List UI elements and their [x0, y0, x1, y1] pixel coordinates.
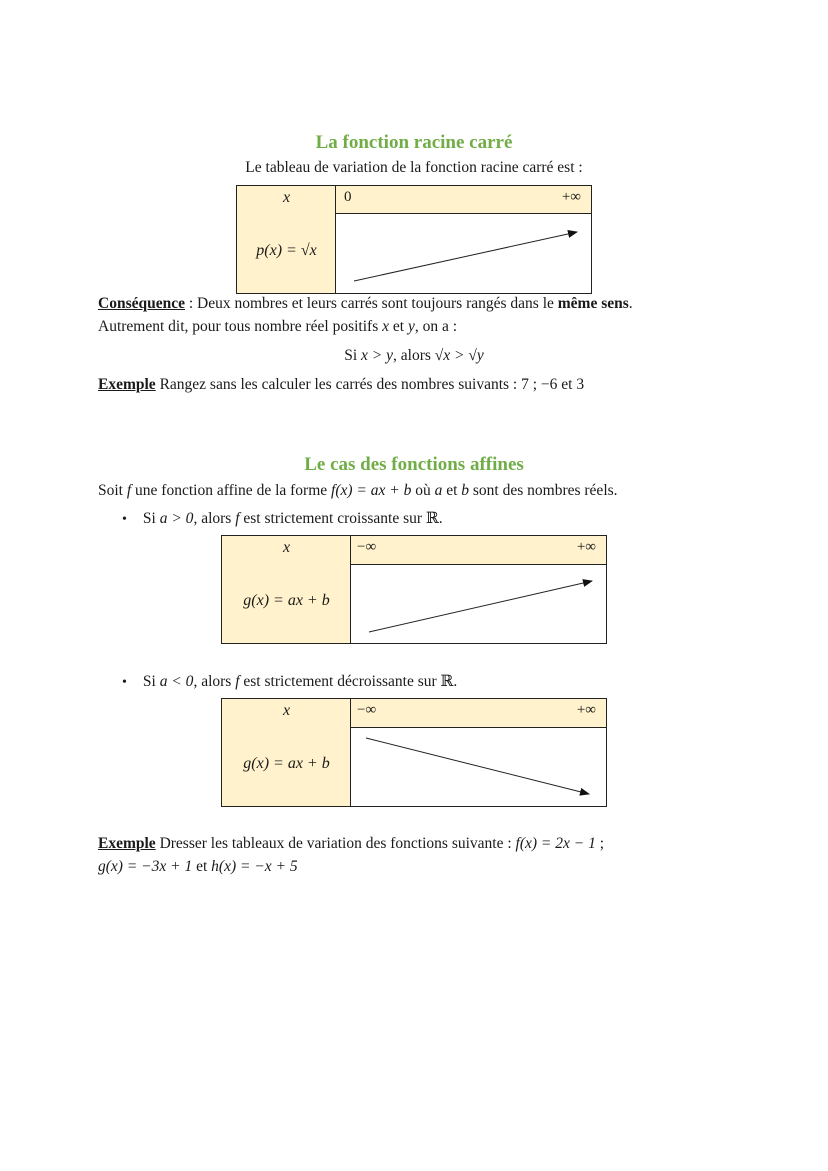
intro-text: et: [442, 482, 462, 499]
increasing-arrow-icon: [222, 536, 608, 645]
example-et: et: [192, 858, 212, 875]
example-paragraph-2-line2: [98, 857, 298, 877]
consequence-end: .: [628, 295, 633, 312]
example-function-h: h(x) = −x + 5: [211, 858, 298, 875]
rule-result: √x > √y: [434, 347, 484, 364]
function-label: g(x) = ax + b: [243, 755, 330, 772]
increasing-arrow-icon: [237, 186, 593, 295]
x-end-value: +∞: [576, 539, 596, 555]
example-text: Dresser les tableaux de variation des fonctions suivante :: [155, 835, 516, 852]
example-function-g: g(x) = −3x + 1: [98, 858, 193, 875]
consequence-label: Conséquence: [98, 295, 185, 312]
var-f: f: [126, 482, 132, 499]
variation-table-affine-increasing: [221, 535, 607, 644]
x-end-value: +∞: [576, 702, 596, 718]
example-text: Rangez sans les calculer les carrés des nombres suivants : 7 ; −6 et 3: [155, 376, 585, 393]
otherwise-end: , on a :: [414, 318, 458, 335]
consequence-text: : Deux nombres et leurs carrés sont toujours rangés dans le: [184, 295, 558, 312]
rule-si: Si: [344, 347, 362, 364]
sqrt-rule: [0, 346, 828, 366]
rule-condition: x > y: [361, 347, 394, 364]
example-paragraph-2: [98, 834, 604, 854]
example-function-f: f(x) = 2x − 1: [515, 835, 596, 852]
otherwise-text: Autrement dit, pour tous nombre réel positifs: [98, 318, 383, 335]
function-label: g(x) = ax + b: [243, 592, 330, 609]
var-y: y: [407, 318, 415, 335]
x-end-value: +∞: [561, 189, 581, 205]
consequence-paragraph: [98, 294, 633, 314]
rule-alors: , alors: [393, 347, 435, 364]
var-label: x: [282, 539, 291, 556]
case-text: est strictement décroissante sur ℝ.: [239, 673, 458, 690]
decreasing-arrow-icon: [222, 699, 608, 808]
case-text: , alors: [193, 510, 236, 527]
intro-text: Soit: [98, 482, 127, 499]
case-condition: a < 0: [159, 673, 194, 690]
case-text: est strictement croissante sur ℝ.: [239, 510, 443, 527]
intro-text: où: [411, 482, 435, 499]
var-label: x: [282, 189, 291, 206]
x-start-value: −∞: [357, 539, 377, 555]
otherwise-et: et: [389, 318, 408, 335]
bullet-icon: •: [122, 675, 127, 690]
otherwise-paragraph: [98, 317, 457, 337]
var-label: x: [282, 702, 291, 719]
affine-intro: [98, 481, 618, 501]
function-label: p(x) = √x: [256, 242, 317, 259]
var-b: b: [461, 482, 470, 499]
case-text: Si: [142, 510, 160, 527]
variation-table-sqrt: [236, 185, 592, 294]
consequence-bold: même sens: [557, 295, 629, 312]
example-label: Exemple: [98, 376, 156, 393]
section-intro-racine: Le tableau de variation de la fonction racine carré est :: [245, 159, 583, 176]
example-separator: ;: [595, 835, 605, 852]
case-condition: a > 0: [159, 510, 194, 527]
var-f: f: [235, 510, 240, 527]
example-label: Exemple: [98, 835, 156, 852]
var-x: x: [382, 318, 390, 335]
intro-text: une fonction affine de la forme: [131, 482, 332, 499]
section-title-racine: La fonction racine carré: [315, 132, 513, 153]
case-decreasing: [122, 672, 457, 693]
x-start-value: −∞: [357, 702, 377, 718]
x-start-value: 0: [344, 189, 352, 205]
var-a: a: [434, 482, 443, 499]
case-text: , alors: [193, 673, 236, 690]
case-text: Si: [142, 673, 160, 690]
affine-formula: f(x) = ax + b: [331, 482, 412, 499]
case-increasing: [122, 509, 443, 530]
intro-text: sont des nombres réels.: [469, 482, 618, 499]
example-paragraph-1: [98, 375, 584, 395]
var-f: f: [235, 673, 240, 690]
section-title-affines: Le cas des fonctions affines: [304, 454, 524, 475]
bullet-icon: •: [122, 512, 127, 527]
variation-table-affine-decreasing: [221, 698, 607, 807]
